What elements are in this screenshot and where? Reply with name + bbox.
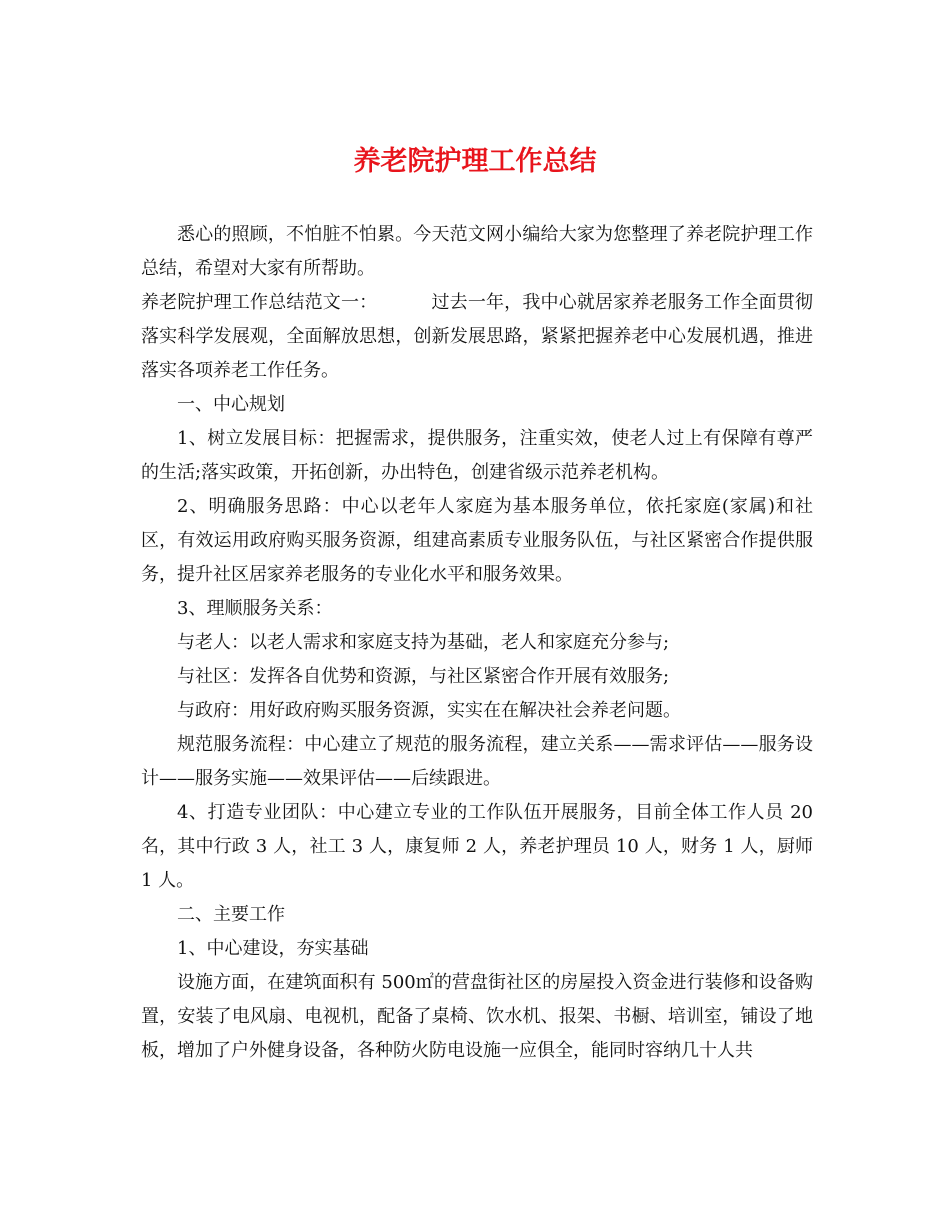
paragraph-government: 与政府：用好政府购买服务资源，实实在在解决社会养老问题。 <box>177 700 681 721</box>
paragraph-center-building: 1、中心建设，夯实基础 <box>177 938 369 959</box>
section-heading-main-work: 二、主要工作 <box>177 904 285 925</box>
section-heading-planning: 一、中心规划 <box>177 394 285 415</box>
paragraph-facilities: 设施方面，在建筑面积有 500㎡的营盘街社区的房屋投入资金进行装修和设备购置，安装了电风扇、电视机，配备了桌椅、饮水机、报架、书橱、培训室，铺设了地板，增加了户外健身设备，各种防火防电设施一应俱全，能同时容纳几十人共 <box>141 972 813 1061</box>
document-title: 养老院护理工作总结 <box>353 146 597 177</box>
paragraph-goals: 1、树立发展目标：把握需求，提供服务，注重实效，使老人过上有保障有尊严的生活;落实政策，开拓创新，办出特色，创建省级示范养老机构。 <box>141 428 813 483</box>
paragraph-team: 4、打造专业团队：中心建立专业的工作队伍开展服务，目前全体工作人员 20 名，其中行政 3 人，社工 3 人，康复师 2 人，养老护理员 10 人，财务 1 人，厨师 1 人。 <box>141 802 813 891</box>
paragraph-service-ideas: 2、明确服务思路：中心以老年人家庭为基本服务单位，依托家庭(家属)和社区，有效运用政府购买服务资源，组建高素质专业服务队伍，与社区紧密合作提供服务，提升社区居家养老服务的专业化水平和服务效果。 <box>141 496 813 585</box>
paragraph-intro: 悉心的照顾，不怕脏不怕累。今天范文网小编给大家为您整理了养老院护理工作总结，希望对大家有所帮助。 <box>141 224 813 279</box>
paragraph-community: 与社区：发挥各自优势和资源，与社区紧密合作开展有效服务; <box>177 666 670 687</box>
sample-heading: 养老院护理工作总结范文一： <box>141 292 378 313</box>
paragraph-sample-one <box>141 286 813 388</box>
paragraph-elderly: 与老人：以老人需求和家庭支持为基础，老人和家庭充分参与; <box>177 632 670 653</box>
sample-text: 过去一年，我中心就居家养老服务工作全面贯彻落实科学发展观，全面解放思想，创新发展思路，紧紧把握养老中心发展机遇，推进落实各项养老工作任务。 <box>141 292 814 381</box>
paragraph-relations: 3、理顺服务关系： <box>177 598 333 619</box>
document-body <box>141 218 813 1068</box>
paragraph-process: 规范服务流程：中心建立了规范的服务流程，建立关系——需求评估——服务设计——服务实施——效果评估——后续跟进。 <box>141 734 813 789</box>
